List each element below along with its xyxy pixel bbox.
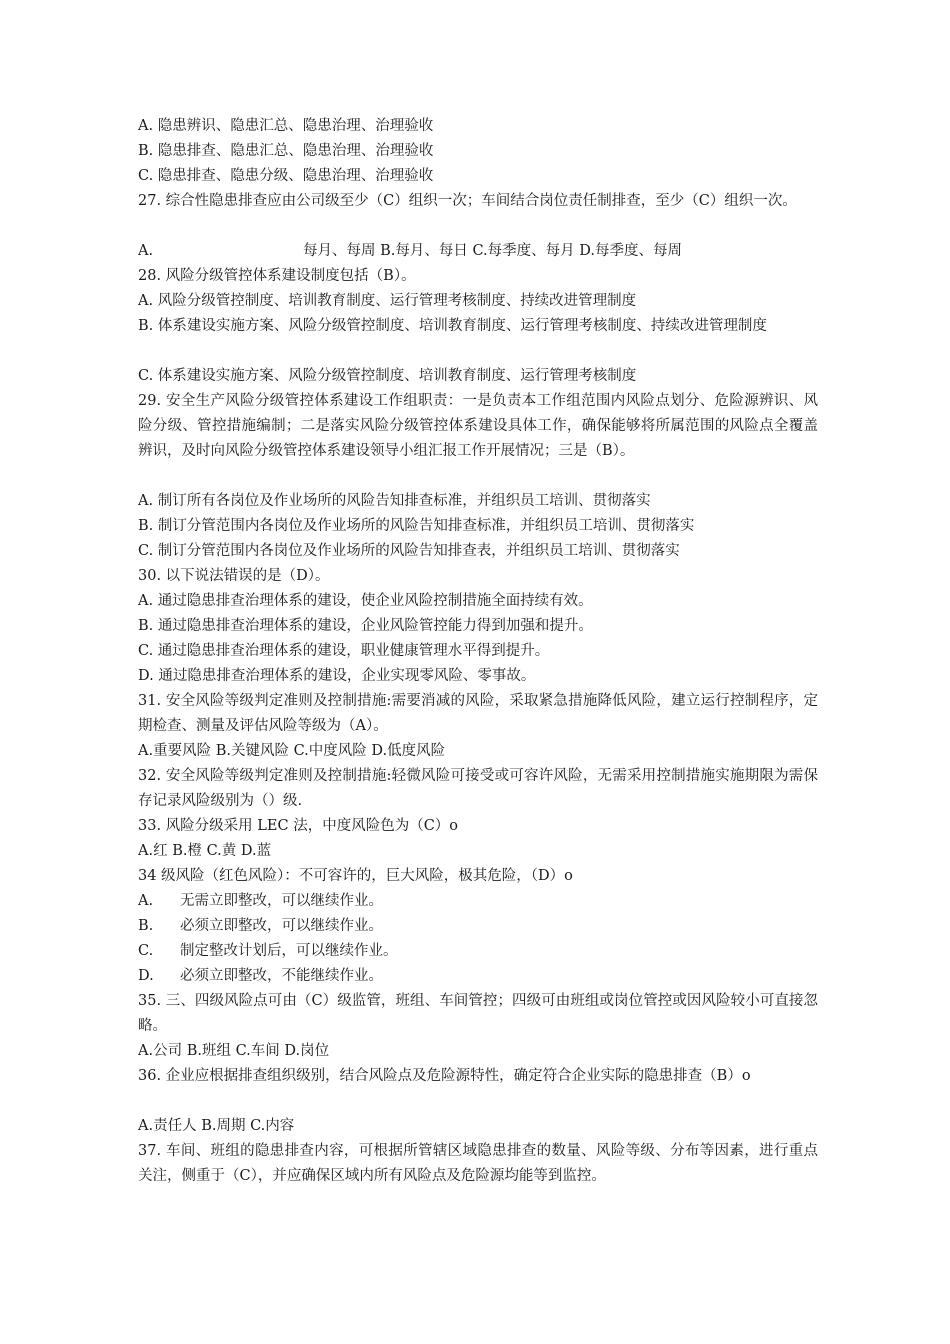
- option-text: 每月、每周 B.每月、每日 C.每季度、每月 D.每季度、每周: [303, 243, 682, 259]
- question-28: 28. 风险分级管控体系建设制度包括（B）。: [138, 268, 416, 284]
- option-line: B. 制订分管范围内各岗位及作业场所的风险告知排查标准，并组织员工培训、贯彻落实: [138, 518, 695, 534]
- question-36-options: A.责任人 B.周期 C.内容: [138, 1118, 295, 1134]
- option-line: A. 隐患辨识、隐患汇总、隐患治理、治理验收: [138, 118, 434, 134]
- option-text: 必须立即整改，不能继续作业。: [180, 968, 383, 984]
- option-label: A.: [138, 243, 154, 259]
- option-label: D.: [138, 968, 154, 984]
- question-37: 37. 车间、班组的隐患排查内容，可根据所管辖区域隐患排查的数量、风险等级、分布等因素，进行重点关注，侧重于（C），并应确保区域内所有风险点及危险源均能等到监控。: [138, 1143, 818, 1184]
- option-line: A. 制订所有各岗位及作业场所的风险告知排查标准，并组织员工培训、贯彻落实: [138, 493, 651, 509]
- question-30: 30. 以下说法错误的是（D）。: [138, 568, 330, 584]
- option-line: D. 通过隐患排查治理体系的建设，企业实现零风险、零事故。: [138, 668, 536, 684]
- document-body: [138, 114, 818, 1189]
- option-text: 无需立即整改，可以继续作业。: [180, 893, 383, 909]
- question-31-options: A.重要风险 B.关键风险 C.中度风险 D.低度风险: [138, 743, 446, 759]
- question-27: 27. 综合性隐患排查应由公司级至少（C）组织一次；车间结合岗位责任制排查，至少（C）组织一次。: [138, 193, 797, 209]
- option-text: 必须立即整改，可以继续作业。: [180, 918, 383, 934]
- option-line: B. 通过隐患排查治理体系的建设，企业风险管控能力得到加强和提升。: [138, 618, 593, 634]
- option-line: [138, 889, 818, 914]
- option-line: C. 通过隐患排查治理体系的建设，职业健康管理水平得到提升。: [138, 643, 550, 659]
- option-text: 制定整改计划后，可以继续作业。: [180, 943, 398, 959]
- option-label: C.: [138, 943, 154, 959]
- question-33-options: A.红 B.橙 C.黄 D.蓝: [138, 843, 272, 859]
- option-line: C. 隐患排查、隐患分级、隐患治理、治理验收: [138, 168, 434, 184]
- option-label: B.: [138, 918, 154, 934]
- question-36: 36. 企业应根据排查组织级别，结合风险点及危险源特性，确定符合企业实际的隐患排查（B）o: [138, 1068, 751, 1084]
- option-line: C. 体系建设实施方案、风险分级管控制度、培训教育制度、运行管理考核制度: [138, 368, 637, 384]
- option-line: A. 通过隐患排查治理体系的建设，使企业风险控制措施全面持续有效。: [138, 593, 593, 609]
- option-line: [138, 939, 818, 964]
- question-34: 34 级风险（红色风险）：不可容许的，巨大风险，极其危险，（D）o: [138, 868, 573, 884]
- option-line: B. 体系建设实施方案、风险分级管控制度、培训教育制度、运行管理考核制度、持续改进管理制度: [138, 318, 767, 334]
- question-35: 35. 三、四级风险点可由（C）级监管，班组、车间管控；四级可由班组或岗位管控或因风险较小可直接忽略。: [138, 993, 818, 1034]
- question-31: 31. 安全风险等级判定准则及控制措施:需要消减的风险，采取紧急措施降低风险，建立运行控制程序，定期检查、测量及评估风险等级为（A）。: [138, 693, 818, 734]
- question-29: 29. 安全生产风险分级管控体系建设工作组职责：一是负责本工作组范围内风险点划分、危险源辨识、风险分级、管控措施编制；二是落实风险分级管控体系建设具体工作，确保能够将所属范围的风险点全覆盖辨识，及时向风险分级管控体系建设领导小组汇报工作开展情况；三是（B）。: [138, 393, 818, 459]
- option-label: A.: [138, 893, 154, 909]
- question-33: 33. 风险分级采用 LEC 法，中度风险色为（C）o: [138, 818, 459, 834]
- option-line: C. 制订分管范围内各岗位及作业场所的风险告知排查表，并组织员工培训、贯彻落实: [138, 543, 680, 559]
- question-32: 32. 安全风险等级判定准则及控制措施:轻微风险可接受或可容许风险，无需采用控制措施实施期限为需保存记录风险级别为（）级.: [138, 768, 818, 809]
- option-line: A. 风险分级管控制度、培训教育制度、运行管理考核制度、持续改进管理制度: [138, 293, 637, 309]
- question-27-options: [138, 239, 818, 264]
- option-line: [138, 964, 818, 989]
- option-line: B. 隐患排查、隐患汇总、隐患治理、治理验收: [138, 143, 434, 159]
- option-line: [138, 914, 818, 939]
- question-35-options: A.公司 B.班组 C.车间 D.岗位: [138, 1043, 330, 1059]
